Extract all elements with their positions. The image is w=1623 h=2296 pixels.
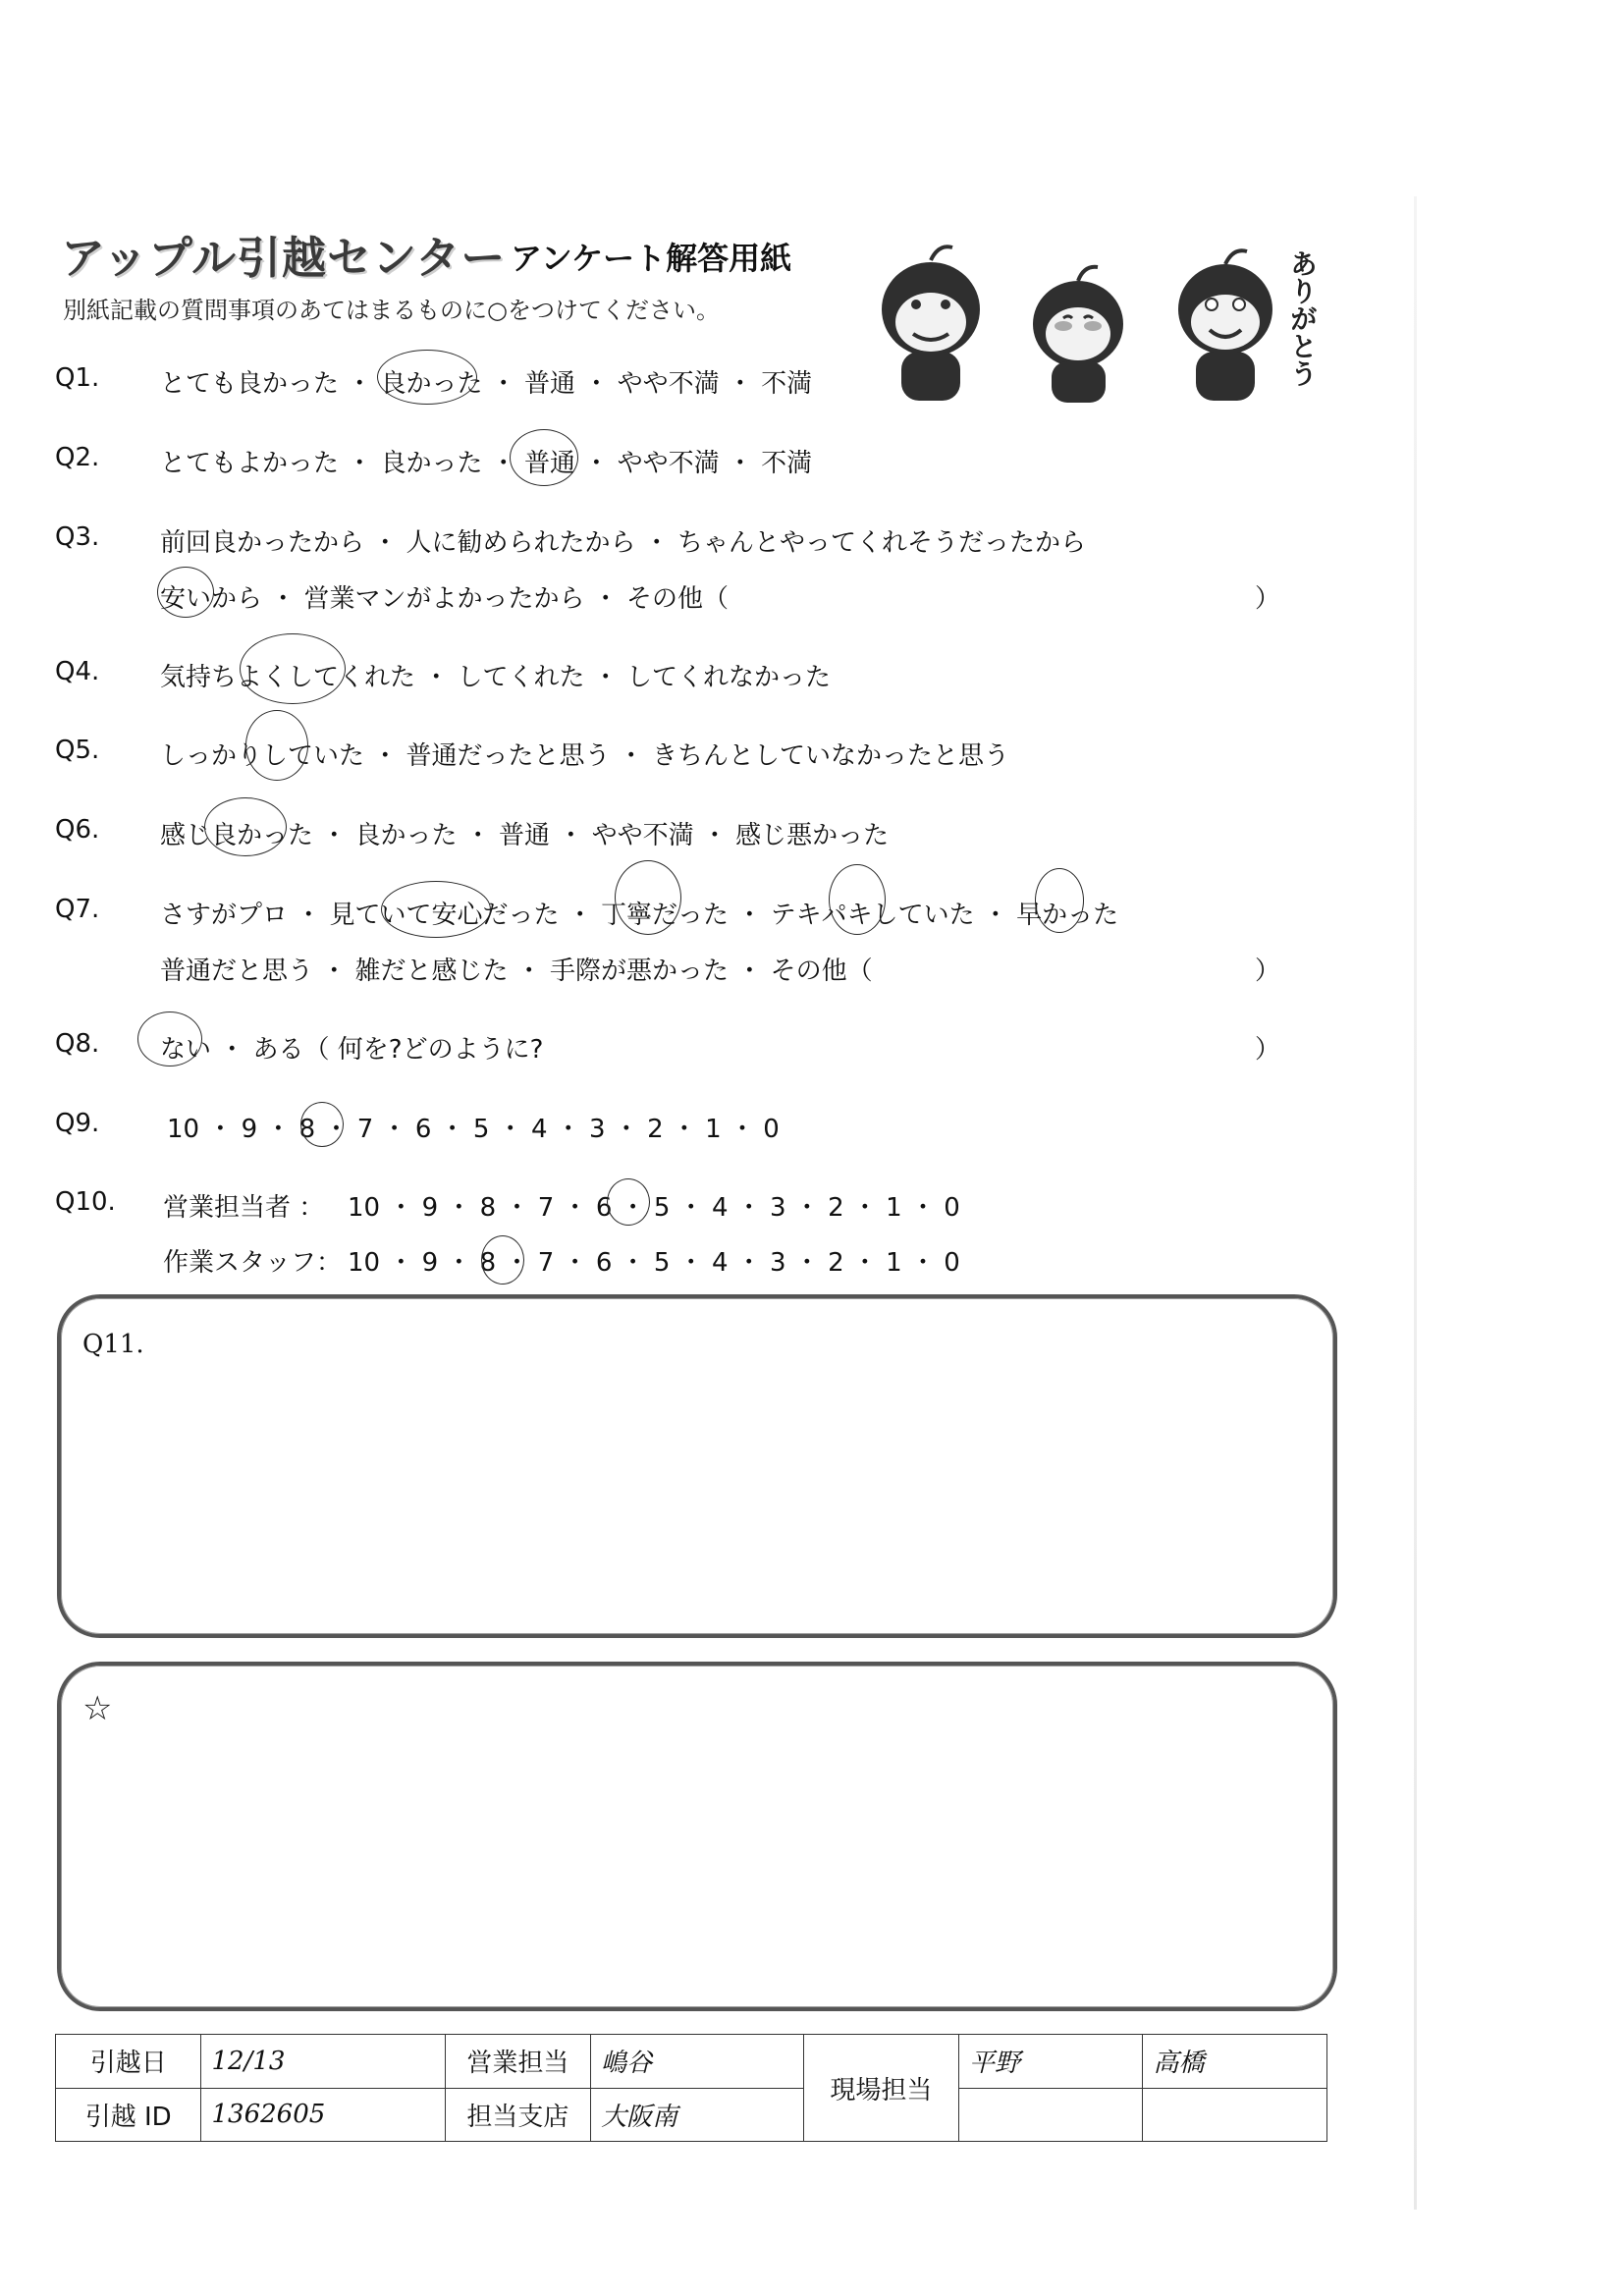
q10-staff-label: 作業スタッフ：	[163, 1248, 343, 1278]
answer-circle-q2	[510, 429, 578, 486]
site-rep-empty-2	[1143, 2088, 1327, 2142]
question-options-q6: 感じ良かった ・ 良かった ・ 普通 ・ やや不満 ・ 感じ悪かった	[160, 821, 890, 850]
site-rep-value-1: 平野	[959, 2035, 1143, 2089]
answer-circle-q10-sales	[607, 1178, 650, 1226]
close-paren-q3: ）	[1255, 584, 1281, 614]
move-id-value: 1362605	[201, 2088, 445, 2142]
answer-circle-q9	[300, 1102, 344, 1147]
question-options-q7-line1: さすがプロ ・ 見ていて安心だった ・ 丁寧だった ・ テキパキしていた ・ 早かった	[160, 901, 1119, 930]
monkey-mascot-left	[882, 246, 980, 401]
move-date-value: 12/13	[201, 2035, 445, 2089]
move-id-label: 引越 ID	[56, 2088, 201, 2142]
branch-value: 大阪南	[591, 2088, 804, 2142]
q10-sales-label: 営業担当者 ：	[163, 1193, 325, 1223]
move-date-label: 引越日	[56, 2035, 201, 2089]
answer-circle-q3	[157, 567, 214, 618]
answer-circle-q4	[240, 633, 346, 704]
q10-sales-scale: 10 ・ 9 ・ 8 ・ 7 ・ 6 ・ 5 ・ 4 ・ 3 ・ 2 ・ 1 ・ 0	[348, 1193, 960, 1223]
question-label-q9: Q9.	[55, 1109, 100, 1138]
question-options-q5: しっかりしていた ・ 普通だったと思う ・ きちんとしていなかったと思う	[160, 741, 1010, 771]
answer-circle-q7-d	[1035, 868, 1084, 933]
answer-circle-q10-staff	[481, 1235, 524, 1285]
site-rep-value-2: 高橋	[1143, 2035, 1327, 2089]
site-rep-empty-1	[959, 2088, 1143, 2142]
monkey-mascots-illustration	[862, 236, 1314, 408]
question-label-q7: Q7.	[55, 895, 100, 924]
question-options-q1: とても良かった ・ 良かった ・ 普通 ・ やや不満 ・ 不満	[160, 369, 813, 399]
question-options-q3-line2: 安いから ・ 営業マンがよかったから ・ その他（	[160, 584, 730, 614]
q11-label: Q11.	[82, 1330, 144, 1359]
question-options-q2: とてもよかった ・ 良かった ・ 普通 ・ やや不満 ・ 不満	[160, 449, 813, 478]
question-label-q2: Q2.	[55, 443, 100, 472]
move-info-table	[55, 2034, 1327, 2142]
branch-label: 担当支店	[445, 2088, 590, 2142]
question-label-q5: Q5.	[55, 736, 100, 765]
close-paren-q7: ）	[1255, 957, 1281, 986]
monkey-mascot-center	[1033, 267, 1123, 403]
close-paren-q8: ）	[1255, 1035, 1281, 1065]
star-label: ☆	[82, 1689, 113, 1728]
sales-rep-value: 嶋谷	[591, 2035, 804, 2089]
q11-comment-box[interactable]	[57, 1294, 1337, 1638]
question-label-q1: Q1.	[55, 363, 100, 393]
answer-circle-q7-a	[381, 881, 491, 938]
page-edge-shadow	[1414, 196, 1417, 2210]
form-subtitle: アンケート解答用紙	[511, 240, 792, 277]
question-options-q7-line2: 普通だと思う ・ 雑だと感じた ・ 手際が悪かった ・ その他（	[160, 957, 873, 986]
answer-circle-q1	[377, 350, 477, 405]
question-label-q10: Q10.	[55, 1187, 116, 1217]
question-label-q8: Q8.	[55, 1029, 100, 1059]
answer-circle-q8	[137, 1011, 202, 1066]
free-comment-box[interactable]	[57, 1662, 1337, 2011]
monkey-mascot-right	[1178, 250, 1272, 401]
question-scale-q9: 10 ・ 9 ・ 8 ・ 7 ・ 6 ・ 5 ・ 4 ・ 3 ・ 2 ・ 1 ・ 0	[167, 1115, 780, 1144]
q10-staff-scale: 10 ・ 9 ・ 8 ・ 7 ・ 6 ・ 5 ・ 4 ・ 3 ・ 2 ・ 1 ・ 0	[348, 1248, 960, 1278]
site-rep-label: 現場担当	[803, 2035, 958, 2142]
question-label-q6: Q6.	[55, 815, 100, 845]
question-options-q8: ない ・ ある（ 何を?どのように?	[160, 1035, 544, 1065]
answer-circle-q7-b	[615, 860, 681, 935]
question-options-q3-line1: 前回良かったから ・ 人に勧められたから ・ ちゃんとやってくれそうだったから	[160, 528, 1087, 558]
instruction-text: 別紙記載の質問事項のあてはまるものに○をつけてください。	[63, 297, 720, 324]
question-label-q3: Q3.	[55, 522, 100, 552]
sales-rep-label: 営業担当	[445, 2035, 590, 2089]
answer-circle-q6	[204, 797, 287, 856]
thanks-text: ありがとう	[1286, 249, 1319, 387]
question-options-q4: 気持ちよくしてくれた ・ してくれた ・ してくれなかった	[160, 663, 832, 692]
company-title: アップル引越センター	[61, 232, 507, 284]
question-label-q4: Q4.	[55, 657, 100, 686]
answer-circle-q5	[245, 710, 308, 781]
answer-circle-q7-c	[829, 864, 886, 935]
